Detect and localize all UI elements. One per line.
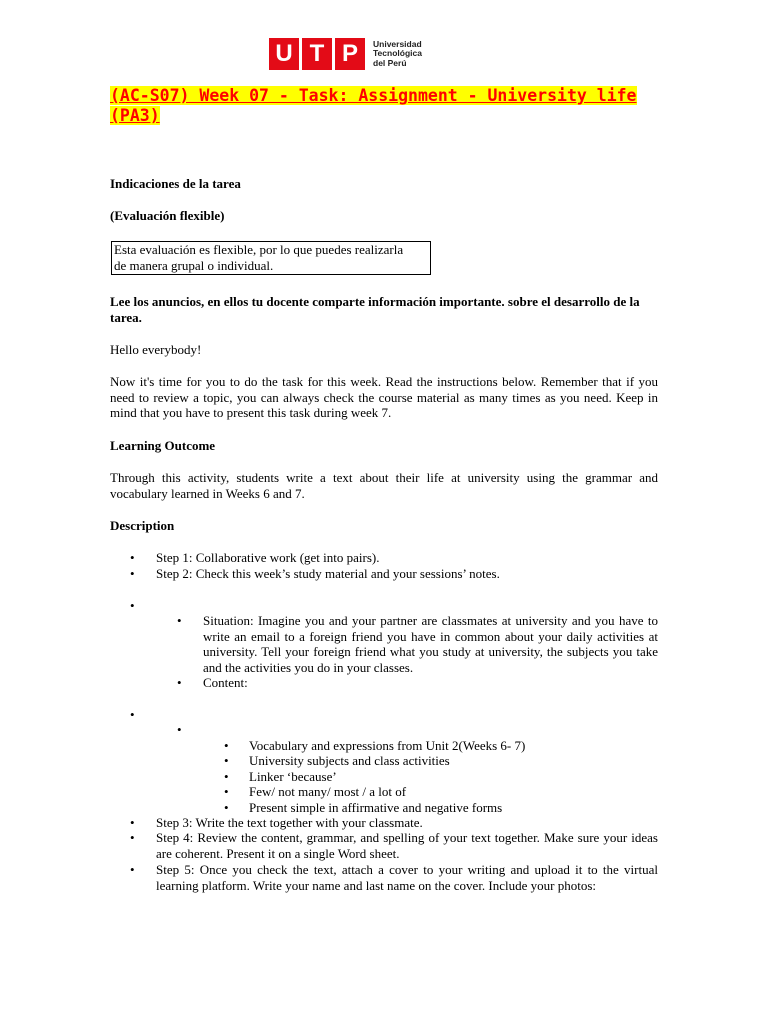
bullet-icon: • xyxy=(224,769,229,784)
flexible-heading: (Evaluación flexible) xyxy=(110,208,225,223)
logo-university-name: Universidad Tecnológica del Perú xyxy=(373,38,422,68)
assignment-title-text: (AC-S07) Week 07 - Task: Assignment - University life (PA3) xyxy=(110,86,637,125)
logo-letter-t: T xyxy=(302,38,332,70)
content-item: Vocabulary and expressions from Unit 2(Weeks 6- 7) xyxy=(249,738,526,753)
learning-outcome-heading: Learning Outcome xyxy=(110,438,216,453)
logo-letter-p: P xyxy=(335,38,365,70)
bullet-icon: • xyxy=(224,738,229,753)
bullet-icon: • xyxy=(177,722,182,737)
step-2: Step 2: Check this week’s study material and your sessions’ notes. xyxy=(156,566,500,581)
greeting-text: Hello everybody! xyxy=(110,342,202,357)
content-item: Few/ not many/ most / a lot of xyxy=(249,784,407,799)
step-5: Step 5: Once you check the text, attach a cover to your writing and upload it to the virtual learning platform. Write your name and last name on the cover. Include your photos: xyxy=(156,862,658,893)
intro-paragraph: Now it's time for you to do the task for this week. Read the instructions below. Remember that if you need to review a topic, you can always check the course material as many times as you need. Keep in mind that you have to present this task during week 7. xyxy=(110,374,658,420)
bullet-icon: • xyxy=(130,550,135,565)
bullet-icon: • xyxy=(130,566,135,581)
step-3: Step 3: Write the text together with your classmate. xyxy=(156,815,423,830)
bullet-icon: • xyxy=(177,613,182,628)
logo-letter-u: U xyxy=(269,38,299,70)
indications-heading: Indicaciones de la tarea xyxy=(110,176,241,191)
learning-outcome-text: Through this activity, students write a text about their life at university using the grammar and vocabulary learned in Weeks 6 and 7. xyxy=(110,470,658,501)
bullet-icon: • xyxy=(224,800,229,815)
bullet-icon: • xyxy=(177,675,182,690)
step-1: Step 1: Collaborative work (get into pairs). xyxy=(156,550,380,565)
utp-logo xyxy=(269,38,422,70)
content-item: University subjects and class activities xyxy=(249,753,450,768)
description-heading: Description xyxy=(110,518,175,533)
flexible-evaluation-note: Esta evaluación es flexible, por lo que puedes realizarla de manera grupal o individual. xyxy=(111,241,431,275)
content-item: Present simple in affirmative and negative forms xyxy=(249,800,503,815)
announcement-text: Lee los anuncios, en ellos tu docente comparte información importante. sobre el desarrollo de la tarea. xyxy=(110,294,640,325)
bullet-icon: • xyxy=(224,753,229,768)
bullet-icon: • xyxy=(130,815,135,830)
content-label: Content: xyxy=(203,675,248,690)
bullet-icon: • xyxy=(224,784,229,799)
bullet-icon: • xyxy=(130,862,135,877)
assignment-title xyxy=(110,86,670,126)
situation-text: Situation: Imagine you and your partner are classmates at university and you have to write an email to a foreign friend you have in common about your daily activities at university. Tell your foreign friend what you study at university, the subjects you take and the activities you do in your classes. xyxy=(203,613,658,675)
content-item: Linker ‘because’ xyxy=(249,769,337,784)
step-4: Step 4: Review the content, grammar, and spelling of your text together. Make sure your ideas are coherent. Present it on a single Word sheet. xyxy=(156,830,658,861)
bullet-icon: • xyxy=(130,830,135,845)
bullet-icon: • xyxy=(130,598,135,613)
bullet-icon: • xyxy=(130,707,135,722)
